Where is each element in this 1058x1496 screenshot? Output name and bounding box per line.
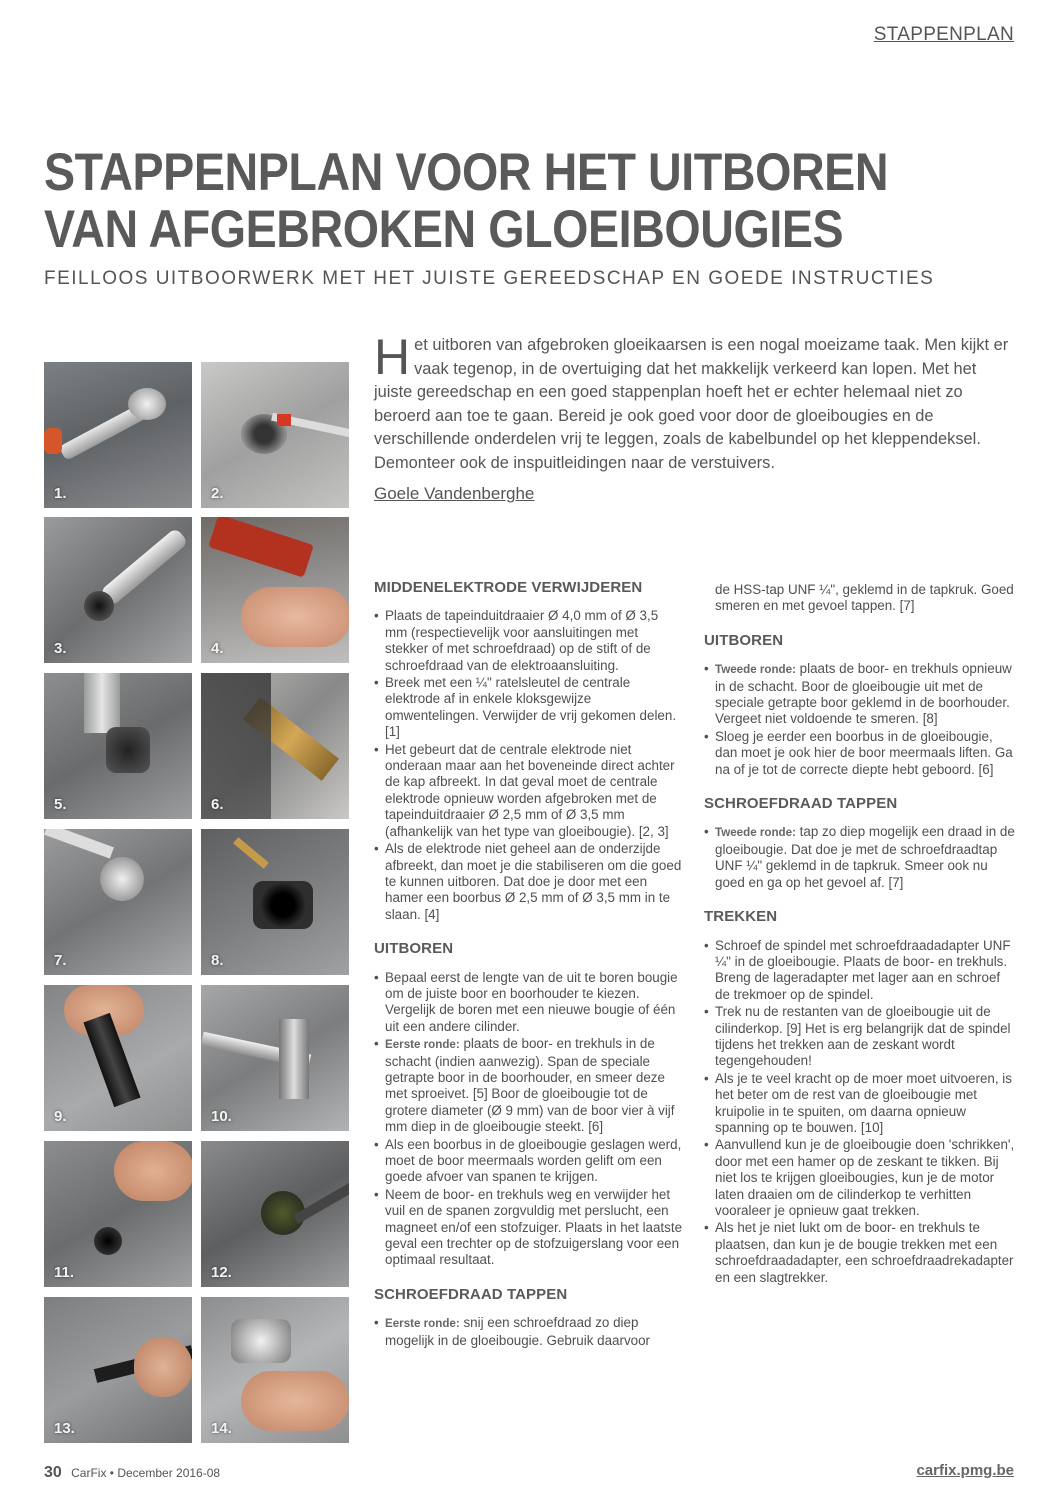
bullet-list	[374, 1315, 684, 1349]
bullet-list	[374, 970, 684, 1269]
list-item-continued: de HSS-tap UNF ¼", geklemd in de tapkruk. Goed smeren en met gevoel tappen. [7]	[715, 582, 1014, 614]
photo-5-label: 5.	[54, 796, 67, 813]
list-item: • Trek nu de restanten van de gloeibougie uit de cilinderkop. [9] Het is erg belangrijk dat de spindel tijdens het trekken aan de zeskant wordt tegengehouden!	[704, 1004, 1016, 1070]
section-middenelektrode	[374, 580, 684, 923]
photo-5	[44, 673, 192, 819]
photo-7-label: 7.	[54, 952, 67, 969]
photo-7-tap	[100, 857, 144, 901]
section-heading: TREKKEN	[704, 908, 778, 926]
photo-10	[201, 985, 349, 1131]
author-byline: Goele Vandenberghe	[374, 484, 535, 503]
photo-4	[201, 517, 349, 663]
text-column-2	[704, 582, 1016, 1304]
list-item	[374, 1315, 684, 1349]
photo-1-label: 1.	[54, 485, 67, 502]
photo-12	[201, 1141, 349, 1287]
text-column-1	[374, 580, 684, 1367]
list-item	[704, 661, 1016, 728]
section-trekken	[704, 909, 1016, 1286]
photo-13	[44, 1297, 192, 1443]
photo-6-label: 6.	[211, 796, 224, 813]
list-item: • Aanvullend kun je de gloeibougie doen 'schrikken', door met een hamer op de zeskant te tikken. Bij niet los te krijgen gloeibougies, kun je de motor laten draaien om de cilinderkop te verhitten vooraleer je opnieuw gaat trekken.	[704, 1137, 1016, 1219]
photo-8-bushing	[253, 881, 313, 929]
section-heading: UITBOREN	[704, 631, 784, 649]
title-line-2: VAN AFGEBROKEN GLOEIBOUGIES	[44, 200, 844, 259]
intro-text: et uitboren van afgebroken gloeikaarsen is een nogal moeizame taak. Men kijkt er vaak tegenop, in de overtuiging dat het makkelijk verkeerd kan lopen. Met het juiste gereedschap en een goed stappenplan hoeft het er echter helemaal niet zo beroerd aan toe te gaan. Bereid je ook goed voor door de gloeibougies en de verschillende onderdelen vrij te leggen, zoals de kabelbundel op het kleppendeksel. Demonteer ook de inspuitleidingen naar de verstuivers.	[374, 336, 1009, 472]
bullet-list	[704, 661, 1016, 778]
list-item: • Als het je niet lukt om de boor- en trekhuls te plaatsen, dan kun je de bougie trekken met een schroefdraadadapter, een schroefdraadrekadapter en een slagtrekker.	[704, 1220, 1016, 1286]
list-item-lead: Eerste ronde:	[385, 1038, 460, 1052]
photo-3-label: 3.	[54, 640, 67, 657]
list-item	[704, 824, 1016, 891]
photo-14-label: 14.	[211, 1420, 232, 1437]
photo-1-ratchet-head	[128, 388, 166, 420]
photo-4-label: 4.	[211, 640, 224, 657]
photo-4-hammer	[208, 517, 314, 578]
bullet-list	[704, 582, 1016, 615]
list-item-lead: Eerste ronde:	[385, 1317, 460, 1331]
bullet-list	[704, 938, 1016, 1287]
list-item-text: tap zo diep mogelijk een draad in de gloeibougie. Dat doe je met de schroefdraadtap UNF ¼" geklemd in de tapkruk. Smeer ook nu goed en ga op het gevoel af. [7]	[715, 824, 1015, 890]
section-heading: SCHROEFDRAAD TAPPEN	[704, 795, 898, 813]
photo-3	[44, 517, 192, 663]
section-heading: MIDDENELEKTRODE VERWIJDEREN	[374, 579, 643, 596]
photo-9	[44, 985, 192, 1131]
photo-13-label: 13.	[54, 1420, 75, 1437]
photo-11	[44, 1141, 192, 1287]
list-item: • Sloeg je eerder een boorbus in de gloeibougie, dan moet je ook hier de boor meermaals liften. Ga na of je tot de correcte diepte hebt geboord. [6]	[704, 729, 1016, 778]
page-number: 30	[44, 1464, 62, 1481]
photo-10-spindle	[279, 1019, 309, 1099]
photo-1-accent	[44, 428, 62, 454]
section-schroefdraad-1	[374, 1287, 684, 1349]
photo-8-gold-bit	[233, 837, 269, 869]
section-heading: UITBOREN	[374, 940, 454, 958]
publication-info: CarFix • December 2016-08	[71, 1466, 221, 1480]
list-item-text: plaats de boor- en trekhuls opnieuw in de schacht. Boor de gloeibougie uit met de speciale getrapte boor geklemd in de boorhouder. Vergeet niet voldoende te smeren. [8]	[715, 661, 1012, 727]
list-item: • Neem de boor- en trekhuls weg en verwijder het vuil en de spanen zorgvuldig met perslucht, een magneet en/of een stofzuiger. Plaats in het laatste geval een trechter op de stofzuigerslang voor een optimaal resultaat.	[374, 1187, 684, 1269]
photo-13-hand	[134, 1337, 192, 1397]
section-uitboren-2	[704, 633, 1016, 778]
photo-2-red-part	[277, 414, 291, 426]
section-tag: STAPPENPLAN	[873, 24, 1014, 45]
photo-5-bit	[106, 727, 150, 773]
photo-3-socket	[84, 591, 114, 621]
list-item: • Als de elektrode niet geheel aan de onderzijde afbreekt, dan moet je die stabiliseren om die goed te kunnen uitboren. Dat doe je door met een hamer een boorbus Ø 2,5 mm of Ø 3,5 mm in te slaan. [4]	[374, 841, 684, 923]
photo-11-label: 11.	[54, 1264, 75, 1281]
section-schroefdraad-2	[704, 796, 1016, 891]
photo-7	[44, 829, 192, 975]
list-item: • Als je te veel kracht op de moer moet uitvoeren, is het beter om de rest van de gloeibougie met kruipolie in te spuiten, om daarna opnieuw spanning op te bouwen. [10]	[704, 1071, 1016, 1137]
photo-10-label: 10.	[211, 1108, 232, 1125]
photo-3-ratchet	[99, 527, 188, 607]
list-item: • Schroef de spindel met schroefdraadadapter UNF ¼" in de gloeibougie. Plaats de boor- en trekhuls. Breng de lageradapter met lager aan en schroef de trekmoer op de spindel.	[704, 938, 1016, 1004]
photo-7-handle	[44, 829, 114, 859]
list-item	[374, 1036, 684, 1135]
photo-2-label: 2.	[211, 485, 224, 502]
bullet-list	[374, 608, 684, 923]
list-item: • Bepaal eerst de lengte van de uit te boren bougie om de juiste boor en boorhouder te kiezen. Vergelijk de boren met een nieuwe bougie of één uit een andere cilinder.	[374, 970, 684, 1036]
subtitle: FEILLOOS UITBOORWERK MET HET JUISTE GEREEDSCHAP EN GOEDE INSTRUCTIES	[44, 268, 935, 289]
list-item: • Als een boorbus in de gloeibougie geslagen werd, moet de boor meermaals worden gelift om een goede afvoer van spanen te krijgen.	[374, 1137, 684, 1186]
photo-11-hole	[94, 1227, 122, 1255]
list-item: • Plaats de tapeinduitdraaier Ø 4,0 mm of Ø 3,5 mm (respectievelijk voor aansluitingen met stekker of met schroefdraad) op de stift of de schroefdraad van de elektroaansluiting.	[374, 608, 684, 674]
photo-5-drill	[84, 673, 120, 733]
photo-6	[201, 673, 349, 819]
page-title	[44, 144, 889, 258]
photo-8	[201, 829, 349, 975]
photo-14	[201, 1297, 349, 1443]
photo-2	[201, 362, 349, 508]
list-item: • Breek met een ¼" ratelsleutel de centrale elektrode af in enkele kloksgewijze omwentelingen. Verwijder de vrij gekomen delen. [1]	[374, 675, 684, 741]
photo-8-label: 8.	[211, 952, 224, 969]
intro-paragraph	[374, 329, 1014, 475]
photo-1	[44, 362, 192, 508]
photo-11-hand	[114, 1141, 192, 1201]
list-item-lead: Tweede ronde:	[715, 826, 796, 840]
title-line-1: STAPPENPLAN VOOR HET UITBOREN	[44, 143, 889, 202]
dropcap: H	[374, 329, 411, 385]
list-item-text: plaats de boor- en trekhuls in de schacht (indien aanwezig). Span de speciale getrapte boor in de boorhouder, en smeer deze met sproeivet. [5] Boor de gloeibougie tot de grotere diameter (Ø 9 mm) van de boor vier à vijf mm diep in de gloeibougie steekt. [6]	[385, 1036, 675, 1135]
website-link[interactable]: carfix.pmg.be	[916, 1462, 1014, 1479]
list-item-lead: Tweede ronde:	[715, 663, 796, 677]
bullet-list	[704, 824, 1016, 891]
photo-14-socket	[231, 1319, 291, 1363]
photo-9-label: 9.	[54, 1108, 67, 1125]
footer-left	[44, 1464, 220, 1482]
section-heading: SCHROEFDRAAD TAPPEN	[374, 1285, 568, 1303]
section-uitboren-1	[374, 941, 684, 1269]
photo-4-hand	[241, 587, 349, 647]
continued-text	[704, 582, 1016, 615]
photo-12-label: 12.	[211, 1264, 232, 1281]
list-item-text: snij een schroefdraad zo diep mogelijk in de gloeibougie. Gebruik daarvoor	[385, 1315, 650, 1348]
list-item: • Het gebeurt dat de centrale elektrode niet onderaan maar aan het boveneinde direct achter de kap afbreekt. In dat geval moet de centrale elektrode opnieuw worden afgebroken met de tapeinduitdraaier Ø 2,5 mm of Ø 3,5 mm (afhankelijk van het type van gloeibougie). [2, 3]	[374, 742, 684, 840]
photo-14-hand	[241, 1371, 349, 1431]
